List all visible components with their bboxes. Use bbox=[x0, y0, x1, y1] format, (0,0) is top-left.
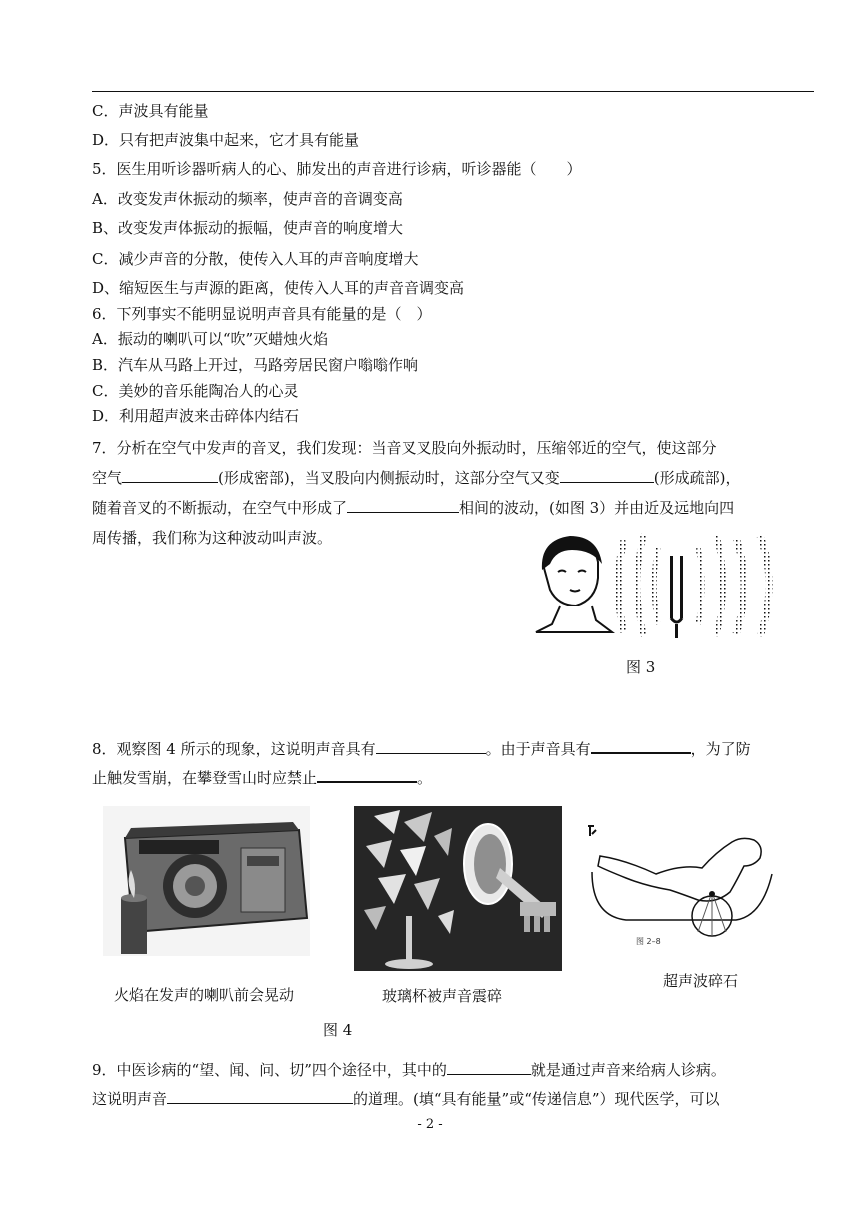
option-d-q4: D．只有把声波集中起来，它才具有能量 bbox=[92, 131, 360, 149]
option-c-q4: C．声波具有能量 bbox=[92, 102, 209, 120]
question-7-line2: 空气 (形成密部)，当叉股向内侧振动时，这部分空气又变 (形成疏部)， bbox=[92, 469, 741, 487]
option-a-q5: A．改变发声休振动的频率，使声音的音调变高 bbox=[92, 190, 403, 208]
question-5: 5．医生用听诊器听病人的心、肺发出的声音进行诊病，听诊器能（ ） bbox=[92, 160, 582, 178]
question-8-line1: 8．观察图 4 所示的现象，这说明声音具有 。由于声音具有 ，为了防 bbox=[92, 740, 751, 758]
lithotripsy-drawing bbox=[586, 820, 790, 954]
figure-4-caption-1: 火焰在发声的喇叭前会晃动 bbox=[114, 986, 295, 1004]
question-9-line1: 9．中医诊病的“望、闻、问、切”四个途径中，其中的 就是通过声音来给病人诊病。 bbox=[92, 1061, 726, 1079]
answer-blank[interactable] bbox=[347, 498, 459, 513]
header-rule bbox=[92, 91, 814, 92]
option-c-q5: C．减少声音的分散，使传入人耳的声音响度增大 bbox=[92, 250, 419, 268]
page-number: - 2 - bbox=[417, 1117, 443, 1132]
question-6: 6．下列事实不能明显说明声音具有能量的是（ ） bbox=[92, 305, 432, 323]
tuning-fork-figure bbox=[532, 528, 782, 640]
figure-4-caption-2: 玻璃杯被声音震碎 bbox=[382, 987, 503, 1005]
answer-blank[interactable] bbox=[167, 1089, 353, 1104]
radio-candle-photo bbox=[103, 806, 310, 956]
option-c-q6: C．美妙的音乐能陶冶人的心灵 bbox=[92, 382, 299, 400]
option-b-q5: B、改变发声体振动的振幅，使声音的响度增大 bbox=[92, 219, 404, 237]
answer-blank[interactable] bbox=[591, 738, 691, 754]
option-d-q5: D、缩短医生与声源的距离，使传入人耳的声音音调变高 bbox=[92, 279, 465, 297]
answer-blank[interactable] bbox=[376, 739, 486, 754]
answer-blank[interactable] bbox=[560, 468, 654, 483]
inner-figure-label: 图 2–8 bbox=[636, 937, 661, 946]
answer-blank[interactable] bbox=[317, 767, 417, 783]
option-b-q6: B．汽车从马路上开过，马路旁居民窗户嗡嗡作响 bbox=[92, 356, 419, 374]
question-7-line1: 7．分析在空气中发声的音叉，我们发现：当音叉叉股向外振动时，压缩邻近的空气，使这部分 bbox=[92, 439, 717, 457]
figure-4-caption-3: 超声波碎石 bbox=[663, 972, 739, 990]
option-a-q6: A．振动的喇叭可以“吹”灭蜡烛火焰 bbox=[92, 330, 329, 348]
answer-blank[interactable] bbox=[447, 1060, 531, 1075]
question-8-line2: 止触发雪崩，在攀登雪山时应禁止 。 bbox=[92, 769, 433, 787]
answer-blank[interactable] bbox=[122, 468, 218, 483]
figure-3-caption: 图 3 bbox=[626, 658, 656, 676]
figure-4-caption: 图 4 bbox=[323, 1021, 353, 1039]
question-7-line3: 随着音叉的不断振动，在空气中形成了 相间的波动，(如图 3）并由近及远地向四 bbox=[92, 499, 735, 517]
option-d-q6: D．利用超声波来击碎体内结石 bbox=[92, 407, 300, 425]
question-7-line4: 周传播，我们称为这种波动叫声波。 bbox=[92, 529, 333, 547]
glass-trumpet-photo bbox=[354, 806, 562, 971]
question-9-line2: 这说明声音 的道理。(填“具有能量”或“传递信息”）现代医学，可以 bbox=[92, 1090, 720, 1108]
